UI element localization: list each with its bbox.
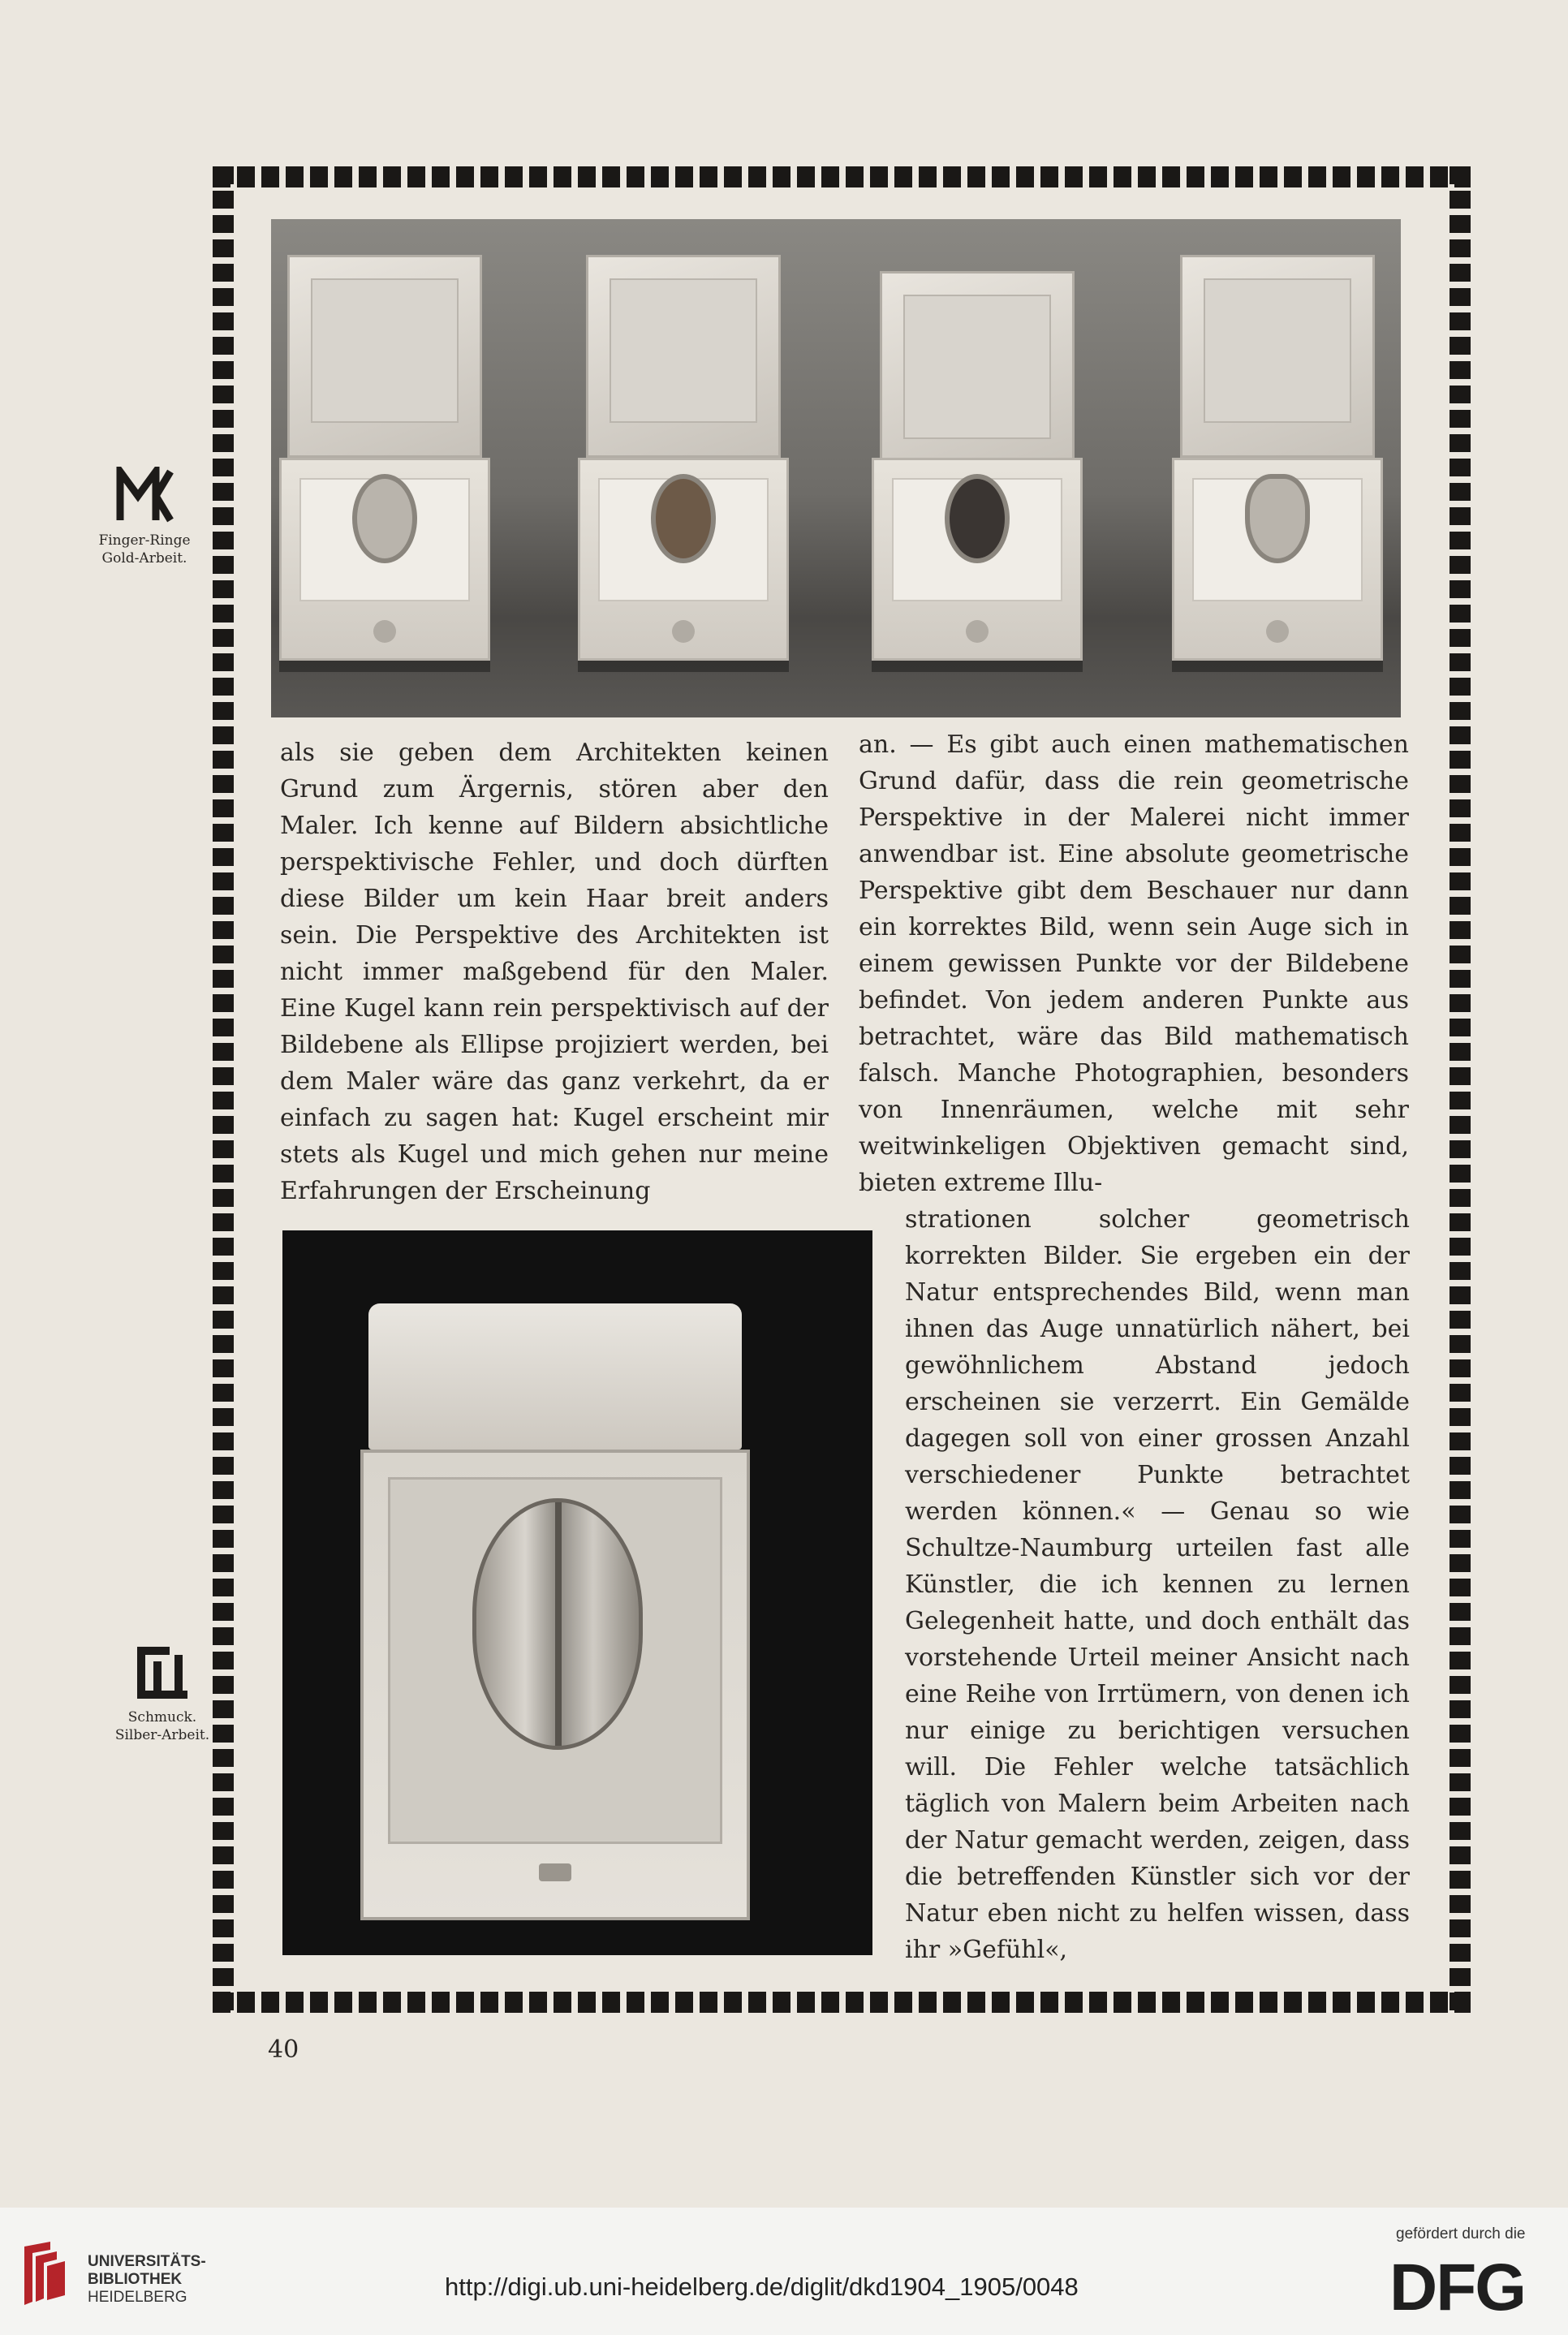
text-column-left — [280, 735, 829, 1209]
border-top — [213, 166, 1471, 187]
margin-mark-label: Finger-Ringe — [98, 532, 191, 549]
photo-silver-brooch — [282, 1230, 872, 1955]
library-name-line: UNIVERSITÄTS- — [88, 2253, 206, 2270]
ring-box — [578, 255, 789, 661]
margin-mark-label: Silber-Arbeit. — [114, 1727, 210, 1743]
ring-box — [1172, 255, 1383, 661]
library-name-line: BIBLIOTHEK — [88, 2271, 183, 2288]
brooch-case — [360, 1303, 750, 1920]
text-column-right-bottom — [905, 1201, 1410, 1968]
page-number: 40 — [268, 2036, 299, 2064]
photo-finger-rings — [271, 219, 1401, 717]
monogram-silver-icon — [134, 1644, 191, 1702]
border-right — [1450, 166, 1471, 2013]
dfg-logo: DFG — [1389, 2251, 1526, 2324]
library-name-line: HEIDELBERG — [88, 2289, 187, 2306]
border-bottom — [213, 1992, 1471, 2013]
footer-bar — [0, 2208, 1568, 2335]
margin-mark-label: Gold-Arbeit. — [101, 550, 187, 567]
paragraph: an. — Es gibt auch einen mathematischen Grund dafür, dass die rein geometrische Perspektive in der Malerei nicht immer anwendbar ist. Eine absolute geometrische Perspektive gibt dem Beschauer nur dann ein korrektes Bild, wenn sein Auge sich in einem gewissen Punkte vor der Bildebene befindet. Von jedem anderen Punkte aus betrachtet, wäre das Bild mathematisch falsch. Manche Photographien, besonders von Innenräumen, welche mit sehr weitwinkeligen Objektiven gemacht sind, bieten extreme Illu- — [859, 730, 1409, 1197]
library-logo-icon — [18, 2238, 70, 2311]
margin-mark-silver — [101, 1644, 223, 1744]
funding-caption: gefördert durch die — [1396, 2225, 1526, 2242]
margin-mark-rings — [80, 467, 209, 567]
monogram-mk-icon — [115, 467, 174, 525]
brooch — [472, 1498, 643, 1750]
margin-mark-label: Schmuck. — [127, 1709, 197, 1725]
ring-box — [279, 255, 490, 661]
ring-box — [872, 255, 1083, 661]
text-column-right-top — [859, 726, 1409, 1201]
permalink-url[interactable]: http://digi.ub.uni-heidelberg.de/diglit/dkd1904_1905/0048 — [445, 2273, 1079, 2301]
paragraph: strationen solcher geometrisch korrekten Bilder. Sie ergeben ein der Natur entsprechendes Bild, wenn man ihnen das Auge unnatürlich nähert, bei gewöhnlichem Abstand jedoch erscheinen sie verzerrt. Ein Gemälde dagegen soll von einer grossen Anzahl verschiedener Punkte betrachtet werden können.« — Genau so wie Schultze-Naumburg urteilen fast alle Künstler, die ich kennen zu lernen Gelegenheit hatte, und doch enthält das vorstehende Urteil meiner Ansicht nach eine Reihe von Irrtümern, von denen ich nur einige zu berichtigen versuchen will. Die Fehler welche tatsächlich täglich von Malern beim Arbeiten nach der Natur gemacht werden, zeigen, dass die betreffenden Künstler sich vor der Natur eben nicht zu helfen wissen, dass ihr »Gefühl«, — [905, 1205, 1410, 1964]
paragraph: als sie geben dem Architekten keinen Grund zum Ärgernis, stören aber den Maler. Ich kenne auf Bildern absichtliche perspektivische Fehler, und doch dürften diese Bilder um kein Haar breit anders sein. Die Perspektive des Architekten ist nicht immer maßgebend für den Maler. Eine Kugel kann rein perspektivisch auf der Bildebene als Ellipse projiziert werden, bei dem Maler wäre das ganz verkehrt, da er einfach zu sagen hat: Kugel erscheint mir stets als Kugel und mich gehen nur meine Erfahrungen der Erscheinung — [280, 739, 829, 1205]
library-name — [88, 2253, 206, 2307]
